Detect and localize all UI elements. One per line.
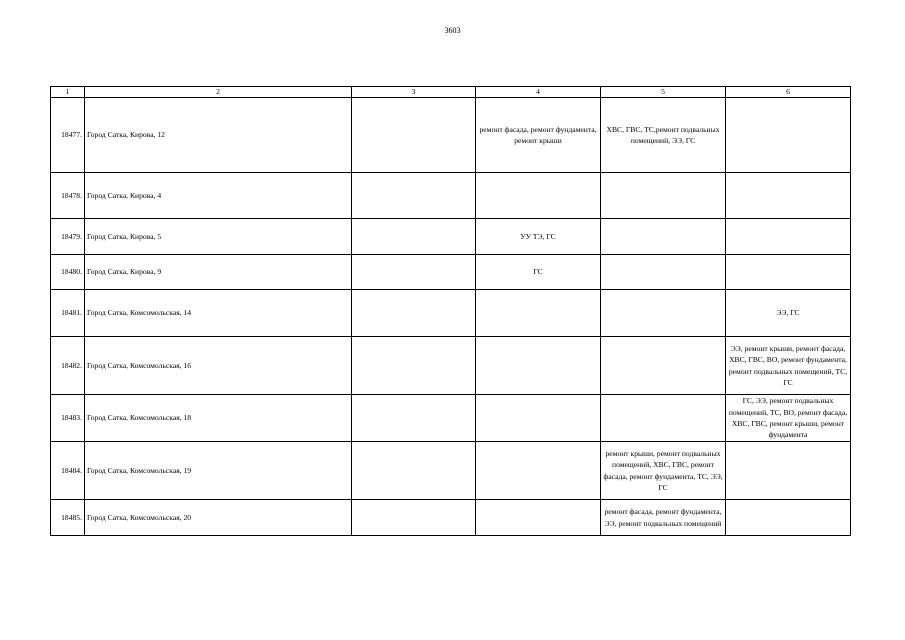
row-col4 — [476, 337, 601, 395]
row-number: 18484. — [51, 442, 85, 500]
row-address: Город Сатка, Комсомольская, 19 — [85, 442, 352, 500]
row-col4 — [476, 500, 601, 536]
row-col6 — [726, 255, 851, 290]
row-col6: ГС, ЭЭ, ремонт подвальных помещений, ТС, ВО, ремонт фасада, ХВС, ГВС, ремонт крыши, ремонт фундамента — [726, 395, 851, 442]
row-col3 — [352, 290, 476, 337]
row-col6 — [726, 173, 851, 219]
table-row — [51, 395, 851, 442]
row-col6 — [726, 442, 851, 500]
header-row — [51, 87, 851, 98]
row-col5: ремонт фасада, ремонт фундамента, ЭЭ, ремонт подвальных помещений — [601, 500, 726, 536]
row-number: 18483. — [51, 395, 85, 442]
row-number: 18478. — [51, 173, 85, 219]
row-col4 — [476, 395, 601, 442]
column-header-1: 1 — [51, 87, 85, 98]
row-col5 — [601, 219, 726, 255]
column-header-6: 6 — [726, 87, 851, 98]
table-row — [51, 98, 851, 173]
row-address: Город Сатка, Кирова, 9 — [85, 255, 352, 290]
table-row — [51, 290, 851, 337]
row-col5: ремонт крыши, ремонт подвальных помещений, ХВС, ГВС, ремонт фасада, ремонт фундамента, ТС, ЭЭ, ГС — [601, 442, 726, 500]
row-col3 — [352, 173, 476, 219]
row-col4: УУ ТЭ, ГС — [476, 219, 601, 255]
row-col4 — [476, 290, 601, 337]
row-col3 — [352, 255, 476, 290]
row-col5 — [601, 337, 726, 395]
row-col5 — [601, 290, 726, 337]
column-header-4: 4 — [476, 87, 601, 98]
row-col4: ремонт фасада, ремонт фундамента, ремонт крыши — [476, 98, 601, 173]
table-row — [51, 219, 851, 255]
row-col3 — [352, 442, 476, 500]
row-col3 — [352, 337, 476, 395]
row-number: 18480. — [51, 255, 85, 290]
row-col6 — [726, 98, 851, 173]
row-col4 — [476, 173, 601, 219]
row-col6: ЭЭ, ГС — [726, 290, 851, 337]
row-col3 — [352, 500, 476, 536]
column-header-3: 3 — [352, 87, 476, 98]
row-number: 18481. — [51, 290, 85, 337]
row-address: Город Сатка, Комсомольская, 18 — [85, 395, 352, 442]
row-col5 — [601, 173, 726, 219]
row-address: Город Сатка, Кирова, 4 — [85, 173, 352, 219]
row-col3 — [352, 219, 476, 255]
row-number: 18477. — [51, 98, 85, 173]
row-address: Город Сатка, Комсомольская, 20 — [85, 500, 352, 536]
row-number: 18482. — [51, 337, 85, 395]
table-row — [51, 500, 851, 536]
table-row — [51, 255, 851, 290]
row-col4: ГС — [476, 255, 601, 290]
row-number: 18485. — [51, 500, 85, 536]
row-col5: ХВС, ГВС, ТС,ремонт подвальных помещений, ЭЭ, ГС — [601, 98, 726, 173]
column-header-2: 2 — [85, 87, 352, 98]
row-col3 — [352, 395, 476, 442]
register-table — [50, 86, 851, 536]
table-row — [51, 442, 851, 500]
table-row — [51, 337, 851, 395]
row-address: Город Сатка, Кирова, 12 — [85, 98, 352, 173]
row-col6 — [726, 219, 851, 255]
row-col6 — [726, 500, 851, 536]
row-address: Город Сатка, Комсомольская, 16 — [85, 337, 352, 395]
row-col5 — [601, 255, 726, 290]
table-row — [51, 173, 851, 219]
column-header-5: 5 — [601, 87, 726, 98]
row-col6: ЭЭ, ремонт крыши, ремонт фасада, ХВС, ГВС, ВО, ремонт фундамента, ремонт подвальных помещений, ТС, ГС — [726, 337, 851, 395]
row-col3 — [352, 98, 476, 173]
row-col4 — [476, 442, 601, 500]
row-address: Город Сатка, Комсомольская, 14 — [85, 290, 352, 337]
row-number: 18479. — [51, 219, 85, 255]
row-col5 — [601, 395, 726, 442]
page-number: 3603 — [444, 26, 461, 35]
row-address: Город Сатка, Кирова, 5 — [85, 219, 352, 255]
